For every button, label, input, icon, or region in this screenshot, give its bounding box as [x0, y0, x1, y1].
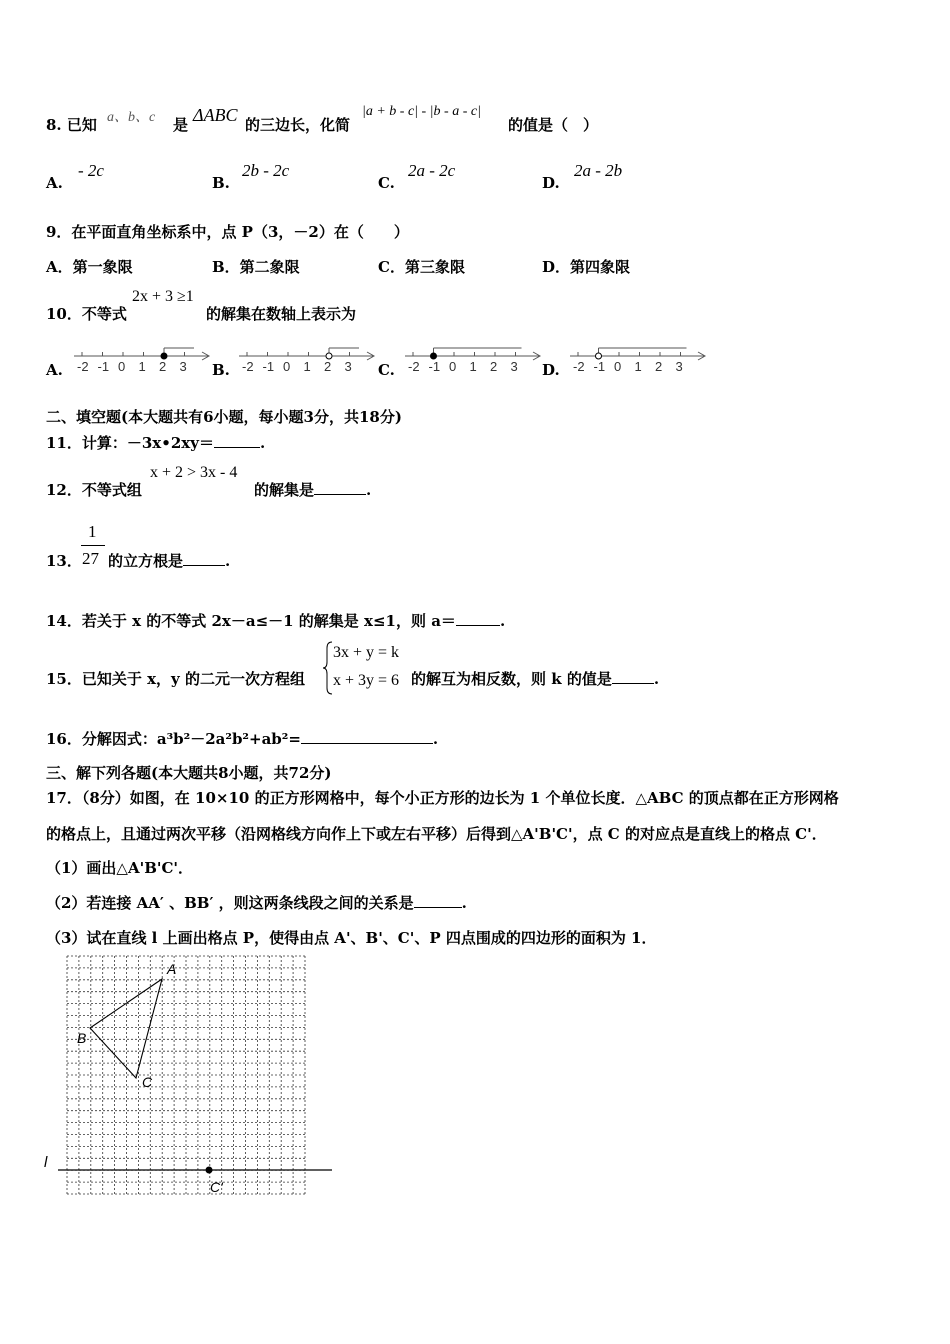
q8-triangle: ΔABC [193, 105, 238, 125]
q9-option-d: D．第四象限 [542, 258, 631, 276]
number-line-tick-label: -2 [77, 359, 89, 374]
number-line-tick-label: 2 [655, 359, 663, 374]
q13-line [108, 550, 230, 571]
q8-mid: 的三边长，化简 [245, 116, 351, 134]
q8-option-a-value: - 2c [78, 161, 104, 180]
q15-equation-1: 3x + y = k [333, 644, 400, 661]
number-line-tick-label: 1 [303, 359, 311, 374]
q15-equation-2: x + 3y = 6 [333, 672, 400, 689]
q10-option-b-label: B. [212, 361, 230, 379]
q13-end: . [225, 552, 231, 570]
number-line-tick-label: 0 [449, 359, 457, 374]
q12-post: 的解集是 [254, 481, 315, 499]
q14-text: 14．若关于 x 的不等式 2x－a≤－1 的解集是 x≤1，则 a＝ [46, 612, 456, 630]
solid-point [161, 353, 167, 359]
number-line-tick-label: 3 [510, 359, 518, 374]
q11-answer-blank[interactable] [214, 433, 260, 448]
q13-post: 的立方根是 [108, 552, 184, 570]
number-line-tick-label: 2 [490, 359, 498, 374]
q17-answer-blank[interactable] [414, 893, 462, 908]
q12-line [254, 479, 371, 500]
label-l: l [44, 1154, 48, 1171]
q9-option-a: A．第一象限 [46, 258, 133, 276]
q10-option-c-label: C. [378, 361, 395, 379]
number-line-tick-label: 2 [324, 359, 332, 374]
number-line-tick-label: -2 [408, 359, 420, 374]
number-line-tick-label: 1 [138, 359, 146, 374]
section-2-heading: 二、填空题(本大题共有6小题，每小题3分，共18分) [46, 408, 402, 426]
number-line-tick-label: 0 [283, 359, 291, 374]
q8-vars: a、b、c [107, 110, 156, 125]
q8-option-a-label: A. [46, 174, 63, 192]
number-line-tick-label: 3 [179, 359, 187, 374]
q15-line [411, 668, 659, 689]
q10-pre: 10．不等式 [46, 305, 127, 323]
q12-expression: x + 2 > 3x - 4 [150, 464, 238, 481]
q13-fraction-numerator: 1 [88, 522, 97, 541]
q17-part-1: （1）画出△A'B'C'． [46, 859, 194, 877]
number-line-tick-label: 0 [614, 359, 622, 374]
q13-fraction-denominator: 27 [82, 549, 99, 568]
q17-part-2-end: . [461, 894, 467, 912]
q15-pre: 15．已知关于 x，y 的二元一次方程组 [46, 670, 305, 688]
q12-end: . [366, 481, 372, 499]
q9-option-c: C．第三象限 [378, 258, 465, 276]
q10-post: 的解集在数轴上表示为 [206, 305, 357, 323]
q8-expression: |a + b - c| - |b - a - c| [362, 104, 481, 119]
q13-pre: 13． [46, 552, 82, 570]
q8-line [46, 114, 97, 135]
label-c: C [142, 1074, 153, 1090]
q17-grid-figure [40, 950, 340, 1202]
q8-option-d-value: 2a - 2b [574, 161, 623, 180]
q8-option-d-label: D. [542, 174, 560, 192]
q11-post: . [259, 434, 266, 452]
q8-post: 的值是（ ） [508, 116, 599, 134]
q8-option-c-value: 2a - 2c [408, 161, 456, 180]
q17-line-2: 的格点上，且通过两次平移（沿网格线方向作上下或左右平移）后得到△A'B'C'，点 C 的对应点是直线上的格点 C'． [46, 825, 827, 843]
q11-text: 11．计算：－3x•2xy＝ [46, 434, 214, 452]
q15-answer-blank[interactable] [612, 669, 654, 684]
number-line-tick-label: -1 [593, 359, 606, 374]
label-a: A [167, 961, 177, 977]
point-c-prime [206, 1167, 213, 1174]
q14-answer-blank[interactable] [456, 611, 500, 626]
number-line-tick-label: 0 [118, 359, 126, 374]
number-line-tick-label: 1 [634, 359, 642, 374]
q14-line [46, 610, 505, 631]
q17-part-3: （3）试在直线 l 上画出格点 P，使得由点 A'、B'、C'、P 四点围成的四边形的面积为 1． [46, 929, 657, 947]
q8-is: 是 [173, 116, 189, 134]
q9-text: 9．在平面直角坐标系中，点 P（3，－2）在（ ） [46, 223, 409, 241]
q11-line [46, 432, 265, 453]
q10-expression: 2x + 3 ≥1 [132, 288, 194, 305]
q15-post: 的解互为相反数，则 k 的值是 [411, 670, 612, 688]
number-line-tick-label: 2 [159, 359, 167, 374]
label-b: B [77, 1030, 87, 1046]
number-line-tick-label: -1 [262, 359, 275, 374]
hollow-point [596, 353, 602, 359]
q17-part-2-line [46, 892, 467, 913]
q8-number: 8. [46, 116, 62, 134]
q16-end: . [432, 730, 439, 748]
q13-fraction-bar [81, 545, 105, 546]
q12-pre: 12．不等式组 [46, 481, 142, 499]
q16-text: 16．分解因式：a³b²－2a²b²+ab²= [46, 730, 301, 748]
label-c-prime: C' [210, 1179, 223, 1195]
hollow-point [326, 353, 332, 359]
number-line-tick-label: -2 [573, 359, 585, 374]
q15-end: . [653, 670, 660, 688]
q16-line [46, 728, 438, 749]
q16-answer-blank[interactable] [301, 729, 433, 744]
q14-end: . [499, 612, 506, 630]
q17-part-2: （2）若连接 AA′ 、BB′ ，则这两条线段之间的关系是 [46, 894, 414, 912]
number-line-tick-label: 1 [469, 359, 477, 374]
q8-option-c-label: C. [378, 174, 395, 192]
q17-line-1: 17．（8分）如图，在 10×10 的正方形网格中，每个小正方形的边长为 1 个单位长度．△ABC 的顶点都在正方形网格 [46, 789, 839, 807]
q8-option-b-value: 2b - 2c [242, 161, 290, 180]
solid-point [431, 353, 437, 359]
number-line-tick-label: -1 [428, 359, 441, 374]
number-line-tick-label: -2 [242, 359, 254, 374]
grid-lines [67, 956, 305, 1194]
q9-option-b: B．第二象限 [212, 258, 300, 276]
number-line-tick-label: -1 [97, 359, 110, 374]
q10-option-a-label: A. [46, 361, 63, 379]
q12-answer-blank[interactable] [314, 480, 366, 495]
q13-answer-blank[interactable] [183, 551, 225, 566]
q10-option-d-label: D. [542, 361, 560, 379]
q10-number-lines [0, 336, 720, 384]
section-3-heading: 三、解下列各题(本大题共8小题，共72分) [46, 764, 332, 782]
q8-pre: 已知 [66, 116, 97, 134]
number-line-tick-label: 3 [344, 359, 352, 374]
number-line-tick-label: 3 [675, 359, 683, 374]
q8-option-b-label: B. [212, 174, 230, 192]
